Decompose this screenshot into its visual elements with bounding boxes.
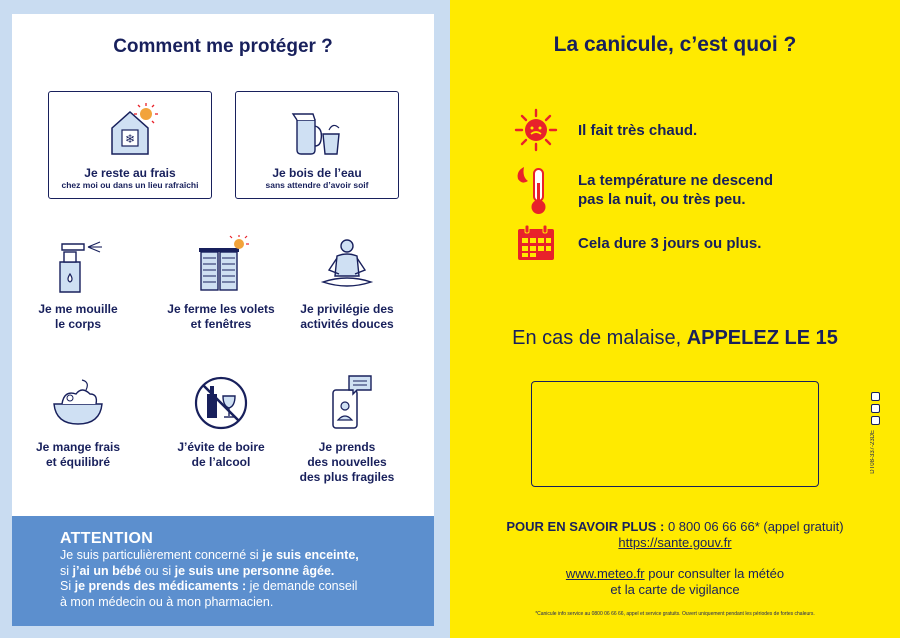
tip-spray (18, 234, 138, 332)
tip-no-alcohol (161, 372, 281, 470)
document-code: DT08-337-23DE (870, 430, 876, 474)
fact-text: Il fait très chaud. (578, 121, 698, 139)
box-label: Je bois de l’eau (272, 166, 362, 180)
sun-face-icon (514, 108, 558, 152)
tip-line: Je privilégie des (300, 302, 394, 316)
right-panel (450, 0, 900, 638)
phone-message-icon (315, 372, 379, 434)
meteo-info (450, 566, 900, 598)
tip-line: de l’alcool (191, 455, 251, 469)
fact-text: Cela dure 3 jours ou plus. (578, 234, 762, 252)
tip-line: des plus fragiles (299, 470, 395, 484)
house-cool-icon (100, 100, 160, 160)
calendar-icon (516, 224, 556, 262)
info-phone: 0 800 06 66 66* (appel gratuit) (664, 519, 844, 534)
tip-line: des nouvelles (307, 455, 387, 469)
fact-hot (512, 108, 818, 152)
meteo-link[interactable]: www.meteo.fr (565, 566, 645, 581)
footnote: *Canicule info service au 0800 06 66 66, appel et service gratuits. Ouvert uniquement pendant les périodes de fortes chaleurs. (535, 611, 815, 617)
fact-night-temp (512, 163, 818, 217)
attention-block (12, 516, 434, 626)
tip-line: Je me mouille (38, 302, 118, 316)
attention-text-part: à mon médecin ou à mon pharmacien. (60, 594, 274, 609)
attention-text-part: je demande conseil (246, 579, 358, 593)
thermometer-moon-icon (514, 163, 558, 217)
fact-text: pas la nuit, ou très peu. (578, 191, 746, 208)
side-logos (871, 392, 881, 428)
attention-title: ATTENTION (60, 530, 154, 547)
info-label: POUR EN SAVOIR PLUS : (506, 519, 665, 534)
water-jug-icon (287, 100, 347, 160)
box-sublabel: chez moi ou dans un lieu rafraîchi (61, 180, 199, 190)
tip-check-on-vulnerable (287, 372, 407, 485)
svg-text:❄: ❄ (124, 132, 136, 146)
box-drink-water (235, 91, 399, 199)
attention-emphasis: je prends des médicaments : (74, 579, 247, 593)
emergency-prefix: En cas de malaise, (512, 327, 687, 349)
tip-line: et fenêtres (190, 317, 252, 331)
tip-line: Je prends (318, 440, 376, 454)
tip-shutters (161, 234, 281, 332)
sante-link[interactable]: https://sante.gouv.fr (618, 535, 732, 550)
no-alcohol-icon (189, 372, 253, 434)
recycle-icon (871, 392, 880, 401)
paper-icon (871, 404, 880, 413)
tip-line: Je mange frais (35, 440, 121, 454)
attention-emphasis: j’ai un bébé (72, 563, 142, 578)
box-label: Je reste au frais (84, 166, 176, 180)
tip-line: et équilibré (45, 455, 110, 469)
tip-line: activités douces (300, 317, 394, 331)
left-panel (12, 14, 434, 626)
tip-line: le corps (54, 317, 102, 331)
tip-line: J’évite de boire (177, 440, 265, 454)
triman-icon (871, 416, 880, 425)
emergency-call (450, 327, 900, 350)
box-stay-cool (48, 91, 212, 199)
tip-line: Je ferme les volets (167, 302, 275, 316)
attention-emphasis: je suis une personne âgée. (174, 563, 335, 578)
meteo-text: et la carte de vigilance (610, 582, 740, 597)
meteo-text: pour consulter la météo (644, 566, 785, 581)
fact-text: La température ne descend (578, 172, 774, 189)
tip-eat-fresh (18, 372, 138, 470)
food-bowl-icon (46, 372, 110, 434)
fact-duration (512, 224, 818, 262)
more-info (450, 519, 900, 551)
spray-bottle-icon (46, 234, 110, 296)
attention-text-part: ou si (141, 563, 175, 578)
blank-stamp-box (531, 381, 819, 487)
attention-text-part: si (60, 563, 73, 578)
attention-text-part: Si (60, 579, 75, 593)
tip-gentle-activity (287, 234, 407, 332)
shutters-icon (189, 234, 253, 296)
right-title: La canicule, c’est quoi ? (553, 33, 797, 56)
box-sublabel: sans attendre d’avoir soif (265, 180, 369, 190)
emergency-number: APPELEZ LE 15 (686, 327, 838, 349)
attention-emphasis: je suis enceinte, (262, 548, 359, 562)
attention-text (60, 548, 414, 610)
left-title: Comment me protéger ? (113, 36, 333, 57)
attention-text-part: Je suis particulièrement concerné si (60, 548, 263, 562)
meditation-icon (315, 234, 379, 296)
